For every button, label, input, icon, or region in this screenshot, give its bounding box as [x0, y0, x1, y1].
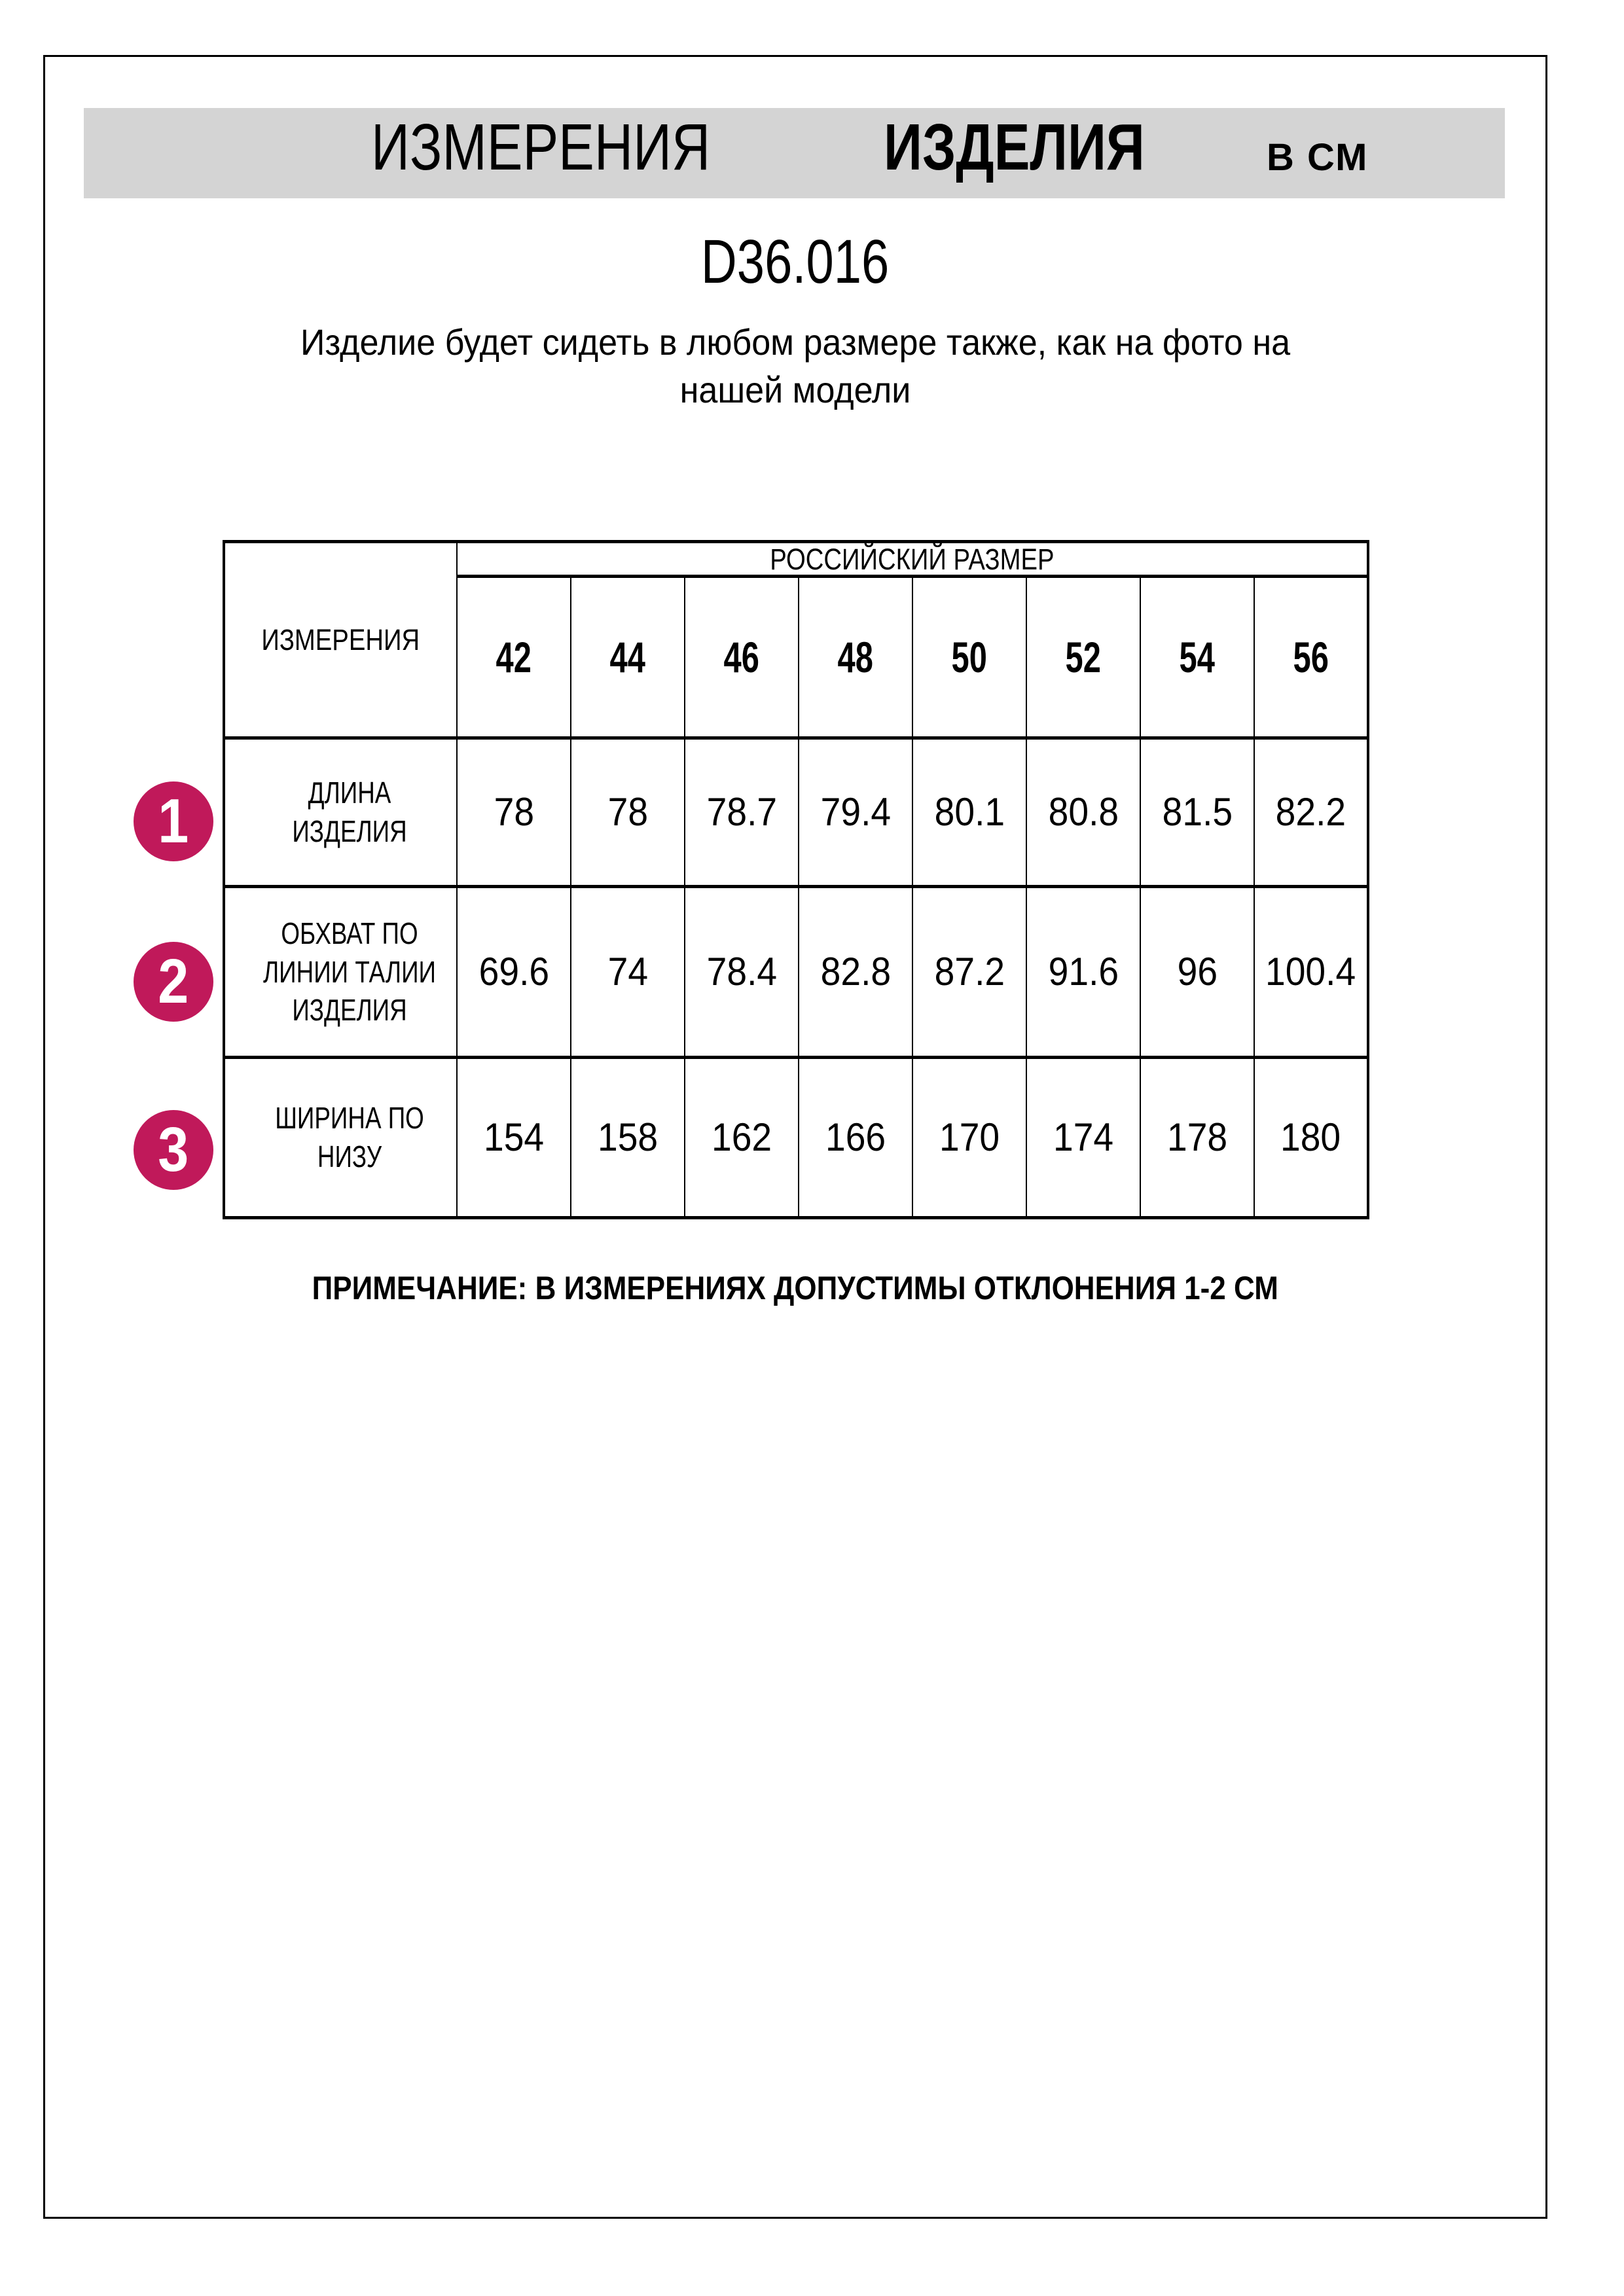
table-row-hem-width [224, 1058, 1368, 1218]
measurement-badge-2: 2 [134, 942, 213, 1022]
value-cell: 74 [571, 887, 685, 1058]
table-row-length [224, 738, 1368, 887]
band-unit-label: В СМ [1267, 136, 1369, 179]
value-cell: 79.4 [799, 738, 912, 887]
band-title-measurements: ИЗМЕРЕНИЯ [371, 111, 711, 184]
value-cell: 158 [571, 1058, 685, 1218]
table-corner-cell [224, 542, 457, 738]
row-label-length: ДЛИНА ИЗДЕЛИЯ [292, 776, 407, 848]
value-cell: 170 [912, 1058, 1026, 1218]
table-row-waist [224, 887, 1368, 1058]
size-header-50: 50 [912, 577, 1026, 738]
fit-description-line1: Изделие будет сидеть в любом размере также, как на фото на [300, 321, 1291, 363]
value-cell: 80.8 [1026, 738, 1140, 887]
value-cell: 81.5 [1140, 738, 1254, 887]
value-cell: 82.8 [799, 887, 912, 1058]
value-cell: 162 [685, 1058, 799, 1218]
measurement-badge-3: 3 [134, 1110, 213, 1190]
value-cell: 78 [457, 738, 571, 887]
size-group-label: РОССИЙСКИЙ РАЗМЕР [770, 542, 1055, 576]
band-title-product: ИЗДЕЛИЯ [884, 111, 1145, 184]
tolerance-note-text: ПРИМЕЧАНИЕ: В ИЗМЕРЕНИЯХ ДОПУСТИМЫ ОТКЛОНЕНИЯ 1-2 СМ [312, 1270, 1279, 1306]
row-label-cell [224, 887, 457, 1058]
value-cell: 91.6 [1026, 887, 1140, 1058]
value-cell: 69.6 [457, 887, 571, 1058]
value-cell: 180 [1254, 1058, 1368, 1218]
fit-description-line2: нашей модели [679, 369, 911, 410]
value-cell: 154 [457, 1058, 571, 1218]
value-cell: 166 [799, 1058, 912, 1218]
row-label-cell [224, 1058, 457, 1218]
row-label-cell [224, 738, 457, 887]
size-group-header-cell [457, 542, 1368, 577]
size-header-54: 54 [1140, 577, 1254, 738]
size-header-52: 52 [1026, 577, 1140, 738]
size-header-46: 46 [685, 577, 799, 738]
value-cell: 178 [1140, 1058, 1254, 1218]
tolerance-note [43, 1270, 1547, 1306]
value-cell: 78 [571, 738, 685, 887]
product-code [43, 227, 1547, 296]
value-cell: 96 [1140, 887, 1254, 1058]
value-cell: 78.7 [685, 738, 799, 887]
product-code-text: D36.016 [701, 227, 890, 296]
value-cell: 80.1 [912, 738, 1026, 887]
row-label-waist: ОБХВАТ ПО ЛИНИИ ТАЛИИ ИЗДЕЛИЯ [263, 916, 436, 1028]
size-header-56: 56 [1254, 577, 1368, 738]
fit-description [43, 318, 1547, 414]
corner-label-text: ИЗМЕРЕНИЯ [261, 622, 420, 656]
value-cell: 100.4 [1254, 887, 1368, 1058]
size-header-42: 42 [457, 577, 571, 738]
row-label-hem-width: ШИРИНА ПО НИЗУ [275, 1101, 424, 1174]
size-header-48: 48 [799, 577, 912, 738]
value-cell: 87.2 [912, 887, 1026, 1058]
measurement-badge-1: 1 [134, 781, 213, 861]
value-cell: 78.4 [685, 887, 799, 1058]
size-header-44: 44 [571, 577, 685, 738]
size-table [223, 540, 1369, 1219]
value-cell: 174 [1026, 1058, 1140, 1218]
header-band [84, 108, 1505, 198]
value-cell: 82.2 [1254, 738, 1368, 887]
